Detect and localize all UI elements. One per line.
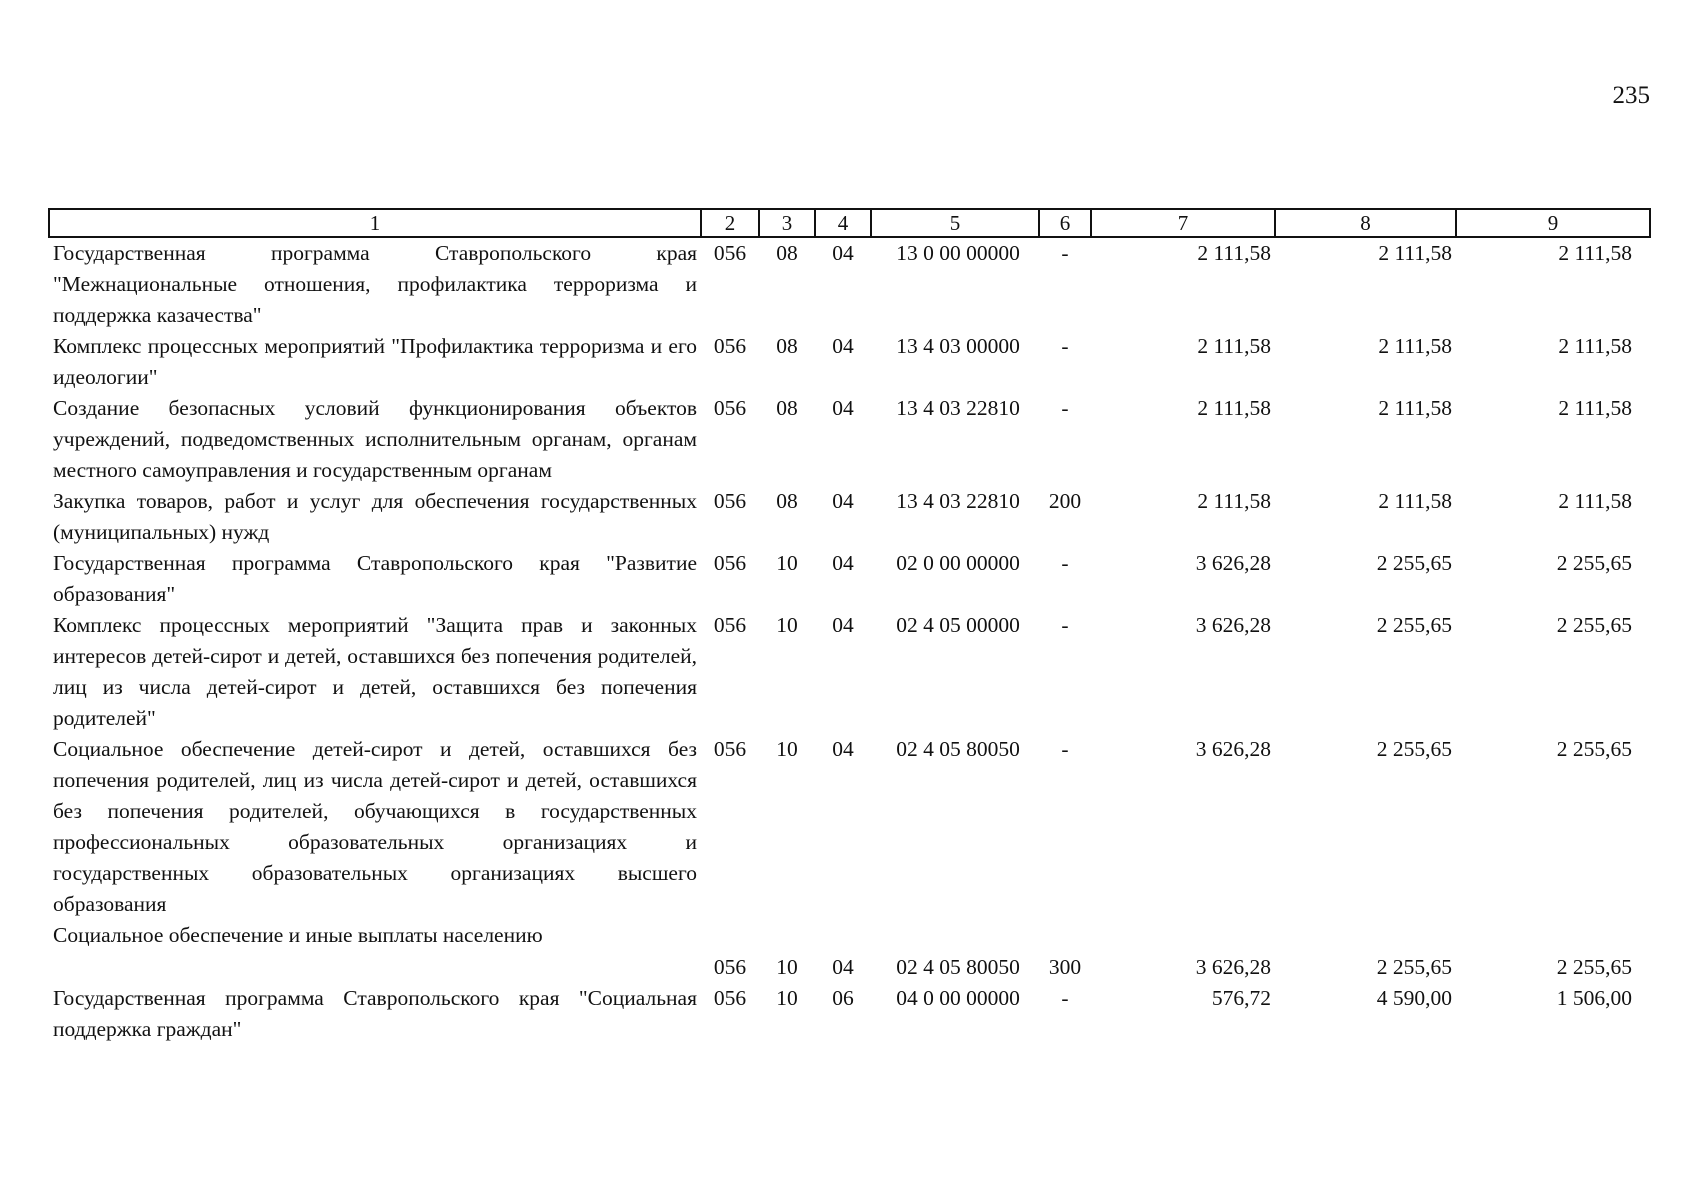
row-section-code: 10	[776, 551, 798, 575]
header-col-9: 9	[1456, 209, 1650, 237]
row-ministry-code: 056	[713, 334, 747, 358]
row-target-article: 02 0 00 00000	[896, 551, 1020, 575]
row-amount-col7: 3 626,28	[1195, 613, 1271, 637]
row-target-article: 02 4 05 00000	[896, 613, 1020, 637]
row-expense-type: 300	[1048, 955, 1082, 979]
row-section-code: 08	[776, 489, 798, 513]
table-row	[49, 920, 1650, 983]
row-section-code: 08	[776, 396, 798, 420]
header-col-4: 4	[815, 209, 871, 237]
row-name: Государственная программа Ставропольского края "Межнациональные отношения, профилактика терроризма и поддержка казачества"	[53, 241, 697, 327]
table-row	[49, 610, 1650, 734]
row-section-code: 08	[776, 241, 798, 265]
row-expense-type: -	[1061, 986, 1069, 1010]
row-target-article: 04 0 00 00000	[896, 986, 1020, 1010]
row-amount-col9: 2 111,58	[1558, 396, 1632, 420]
header-row	[49, 209, 1650, 237]
table-row	[49, 331, 1650, 393]
row-name: Социальное обеспечение и иные выплаты населению	[53, 923, 543, 947]
row-subsection-code: 04	[832, 396, 854, 420]
row-target-article: 02 4 05 80050	[896, 955, 1020, 979]
row-ministry-code: 056	[713, 396, 747, 420]
row-amount-col8: 2 255,65	[1376, 737, 1452, 761]
row-subsection-code: 04	[832, 737, 854, 761]
table-row	[49, 734, 1650, 920]
row-ministry-code: 056	[713, 489, 747, 513]
row-expense-type: 200	[1048, 489, 1082, 513]
row-name: Социальное обеспечение детей-сирот и детей, оставшихся без попечения родителей, лиц из числа детей-сирот и детей, оставшихся без попечения родителей, обучающихся в государственных профессиональных образовательных организациях и государственных образовательных организациях высшего образования	[53, 737, 697, 916]
row-amount-col8: 2 111,58	[1378, 334, 1452, 358]
row-amount-col8: 4 590,00	[1376, 986, 1452, 1010]
header-col-3: 3	[759, 209, 815, 237]
row-ministry-code: 056	[713, 955, 747, 979]
header-col-6: 6	[1039, 209, 1091, 237]
row-amount-col7: 2 111,58	[1197, 489, 1271, 513]
header-col-5: 5	[871, 209, 1039, 237]
row-amount-col9: 2 111,58	[1558, 489, 1632, 513]
row-amount-col9: 2 111,58	[1558, 241, 1632, 265]
row-amount-col8: 2 111,58	[1378, 489, 1452, 513]
row-section-code: 10	[776, 737, 798, 761]
row-amount-col8: 2 255,65	[1376, 955, 1452, 979]
row-name: Комплекс процессных мероприятий "Профилактика терроризма и его идеологии"	[53, 334, 697, 389]
row-target-article: 13 4 03 00000	[896, 334, 1020, 358]
row-section-code: 10	[776, 613, 798, 637]
row-amount-col7: 2 111,58	[1197, 241, 1271, 265]
row-amount-col7: 576,72	[1211, 986, 1271, 1010]
header-col-2: 2	[701, 209, 759, 237]
row-name: Государственная программа Ставропольского края "Социальная поддержка граждан"	[53, 986, 697, 1041]
row-target-article: 02 4 05 80050	[896, 737, 1020, 761]
row-expense-type: -	[1061, 334, 1069, 358]
row-expense-type: -	[1061, 737, 1069, 761]
row-amount-col9: 1 506,00	[1556, 986, 1632, 1010]
row-target-article: 13 4 03 22810	[896, 396, 1020, 420]
row-name: Государственная программа Ставропольского края "Развитие образования"	[53, 551, 697, 606]
row-target-article: 13 0 00 00000	[896, 241, 1020, 265]
row-amount-col9: 2 255,65	[1556, 955, 1632, 979]
budget-table	[48, 208, 1651, 1045]
row-ministry-code: 056	[713, 613, 747, 637]
row-amount-col7: 3 626,28	[1195, 551, 1271, 575]
row-amount-col9: 2 255,65	[1556, 551, 1632, 575]
table-row	[49, 486, 1650, 548]
row-target-article: 13 4 03 22810	[896, 489, 1020, 513]
header-col-8: 8	[1275, 209, 1456, 237]
row-subsection-code: 04	[832, 551, 854, 575]
row-amount-col7: 3 626,28	[1195, 737, 1271, 761]
row-amount-col9: 2 255,65	[1556, 737, 1632, 761]
row-subsection-code: 04	[832, 241, 854, 265]
header-col-1: 1	[49, 209, 701, 237]
row-amount-col9: 2 255,65	[1556, 613, 1632, 637]
row-amount-col7: 2 111,58	[1197, 334, 1271, 358]
row-amount-col8: 2 255,65	[1376, 613, 1452, 637]
row-section-code: 10	[776, 986, 798, 1010]
row-name: Комплекс процессных мероприятий "Защита прав и законных интересов детей-сирот и детей, оставшихся без попечения родителей, лиц из числа детей-сирот и детей, оставшихся без попечения родителей"	[53, 613, 697, 730]
row-ministry-code: 056	[713, 986, 747, 1010]
table-row	[49, 393, 1650, 486]
row-subsection-code: 06	[832, 986, 854, 1010]
table-row	[49, 983, 1650, 1045]
row-amount-col8: 2 255,65	[1376, 551, 1452, 575]
row-subsection-code: 04	[832, 334, 854, 358]
row-amount-col7: 3 626,28	[1195, 955, 1271, 979]
page-number: 235	[1612, 82, 1650, 109]
row-ministry-code: 056	[713, 241, 747, 265]
row-name: Создание безопасных условий функционирования объектов учреждений, подведомственных исполнительным органам, органам местного самоуправления и государственным органам	[53, 396, 697, 482]
row-ministry-code: 056	[713, 737, 747, 761]
table-row	[49, 237, 1650, 331]
row-section-code: 10	[776, 955, 798, 979]
row-expense-type: -	[1061, 241, 1069, 265]
row-subsection-code: 04	[832, 955, 854, 979]
row-amount-col8: 2 111,58	[1378, 396, 1452, 420]
row-ministry-code: 056	[713, 551, 747, 575]
table-row	[49, 548, 1650, 610]
row-expense-type: -	[1061, 551, 1069, 575]
row-amount-col8: 2 111,58	[1378, 241, 1452, 265]
row-section-code: 08	[776, 334, 798, 358]
row-expense-type: -	[1061, 613, 1069, 637]
row-subsection-code: 04	[832, 613, 854, 637]
row-subsection-code: 04	[832, 489, 854, 513]
row-name: Закупка товаров, работ и услуг для обеспечения государственных (муниципальных) нужд	[53, 489, 697, 544]
row-expense-type: -	[1061, 396, 1069, 420]
row-amount-col7: 2 111,58	[1197, 396, 1271, 420]
header-col-7: 7	[1091, 209, 1275, 237]
row-amount-col9: 2 111,58	[1558, 334, 1632, 358]
